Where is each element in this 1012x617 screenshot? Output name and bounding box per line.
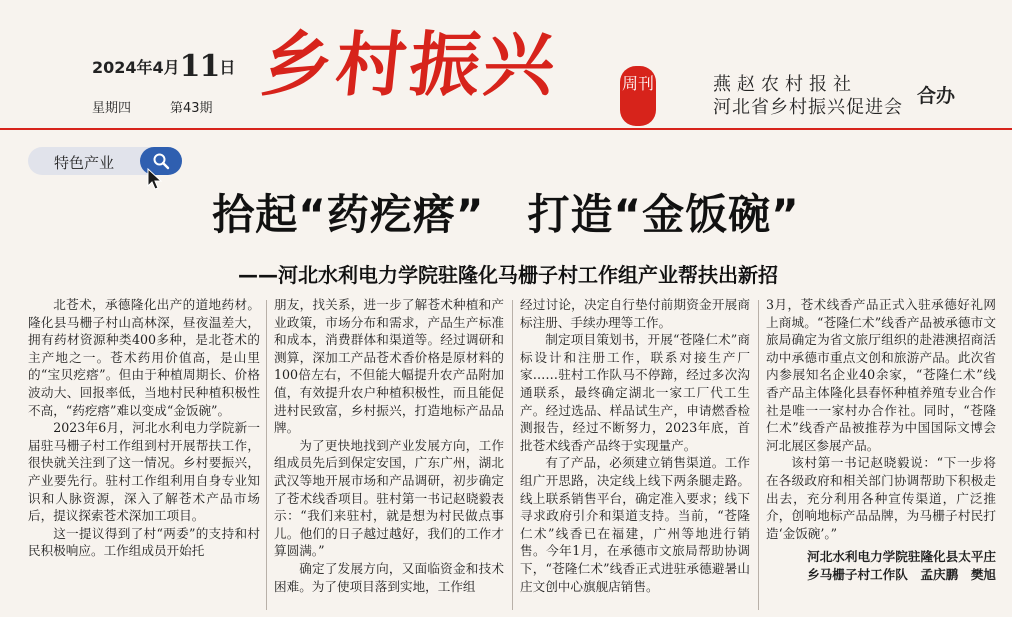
date-suffix: 日 — [219, 58, 236, 77]
article-column-2 — [274, 296, 504, 614]
column-divider — [266, 300, 267, 610]
date-prefix: 2024年4月 — [92, 58, 180, 77]
section-label: 特色产业 — [54, 154, 115, 172]
paragraph: 确定了发展方向，又面临资金和技术困难。为了使项目落到实地，工作组 — [274, 560, 504, 594]
paragraph: 3月，苍术线香产品正式入驻承德好礼网上商城。“苍隆仁术”线香产品被承德市文旅局确定为省文旅厅组织的赴港澳招商活动中承德市重点文创和旅游产品。此次省内参展知名企业40余家，“苍隆仁术”线香产品主体隆化县春怀种植养殖专业合作社是唯一一家村办合作社。同时，“苍隆仁术”线香产品被推荐为中国国际文博会河北展区参展产品。 — [766, 297, 996, 453]
byline-line-1: 河北水利电力学院驻隆化县太平庄 — [807, 549, 996, 565]
article-headline: 拾起“药疙瘩” 打造“金饭碗” — [212, 190, 800, 239]
article-column-1 — [28, 296, 260, 614]
paragraph: 这一提议得到了村“两委”的支持和村民积极响应。工作组成员开始托 — [28, 525, 260, 559]
article-column-4 — [766, 296, 996, 614]
pointer-cursor-icon — [147, 168, 163, 190]
column-divider — [758, 300, 759, 610]
publisher-line-1: 燕赵农村报社 — [713, 74, 857, 95]
paragraph: 有了产品，必须建立销售渠道。工作组广开思路，决定线上线下两条腿走路。线上联系销售平台，确定准入要求；线下寻求政府引介和渠道支持。当前，“苍隆仁术”线香已在福建，广州等地进行销售。今年1月，在承德市文旅局帮助协调下，“苍隆仁术”线香正式进驻承德避暑山庄文创中心旗舰店销售。 — [520, 455, 750, 594]
paragraph: 2023年6月，河北水利电力学院新一届驻马栅子村工作组到村开展帮扶工作，很快就关注到了这一情况。乡村要振兴，产业要先行。驻村工作组利用自身专业知识和人脉资源，深入了解苍术产品市场后，提议探索苍术深加工项目。 — [28, 420, 260, 524]
header-divider — [0, 128, 1012, 130]
publisher-joint: 合办 — [917, 85, 956, 107]
date-day: 11 — [179, 49, 220, 84]
masthead-title: 乡村振兴 — [257, 24, 563, 106]
paragraph: 为了更快地找到产业发展方向，工作组成员先后到保定安国，广东广州，湖北武汉等地开展市场和产品调研，初步确定了苍术线香项目。驻村第一书记赵晓毅表示：“我们来驻村，就是想为村民做点事儿。他们的日子越过越好，我们的工作才算圆满。” — [274, 437, 504, 559]
paragraph: 北苍术，承德隆化出产的道地药材。隆化县马栅子村山高林深，昼夜温差大，拥有药材资源种类400多种，是北苍术的主产地之一。苍术药用价值高，是山里的“宝贝疙瘩”。但由于种植周期长、价格波动大、回报率低，当地村民种植积极性不高，“药疙瘩”难以变成“金饭碗”。 — [28, 297, 260, 418]
weekday: 星期四 — [92, 101, 132, 116]
article-byline — [766, 548, 996, 584]
column-divider — [512, 300, 513, 610]
publisher-line-2: 河北省乡村振兴促进会 — [713, 97, 903, 118]
paragraph: 制定项目策划书，开展“苍隆仁术”商标设计和注册工作，联系对接生产厂家……驻村工作队马不停蹄，经过多次沟通联系，最终确定湖北一家工厂代工生产。经过选品、样品试生产，申请燃香检测报告，经过不断努力，2023年底，首批苍术线香产品终于实现量产。 — [520, 332, 750, 453]
paragraph: 该村第一书记赵晓毅说：“下一步将在各级政府和相关部门协调帮助下积极走出去，充分利用各种宣传渠道，广泛推介，创响地标产品品牌，为马栅子村民打造‘金饭碗’。” — [766, 455, 996, 541]
byline-line-2: 乡马栅子村工作队 孟庆鹏 樊旭 — [807, 567, 996, 583]
paragraph: 经过讨论，决定自行垫付前期资金开展商标注册、手续办理等工作。 — [520, 297, 750, 330]
issue-number: 第43期 — [170, 101, 213, 116]
article-subheadline: ——河北水利电力学院驻隆化马栅子村工作组产业帮扶出新招 — [238, 263, 778, 287]
paragraph: 朋友，找关系，进一步了解苍术种植和产业政策，市场分布和需求，产品生产标准和成本，消费群体和渠道等。经过调研和测算，深加工产品苍术香价格是原材料的100倍左右，不但能大幅提升农产品附加值，有效提升农户种植积极性，而且能促进村民致富，乡村振兴，打造地标产品品牌。 — [274, 297, 504, 436]
issue-date — [92, 49, 235, 84]
article-column-3 — [520, 296, 750, 614]
weekly-seal: 周刊 — [620, 66, 656, 126]
